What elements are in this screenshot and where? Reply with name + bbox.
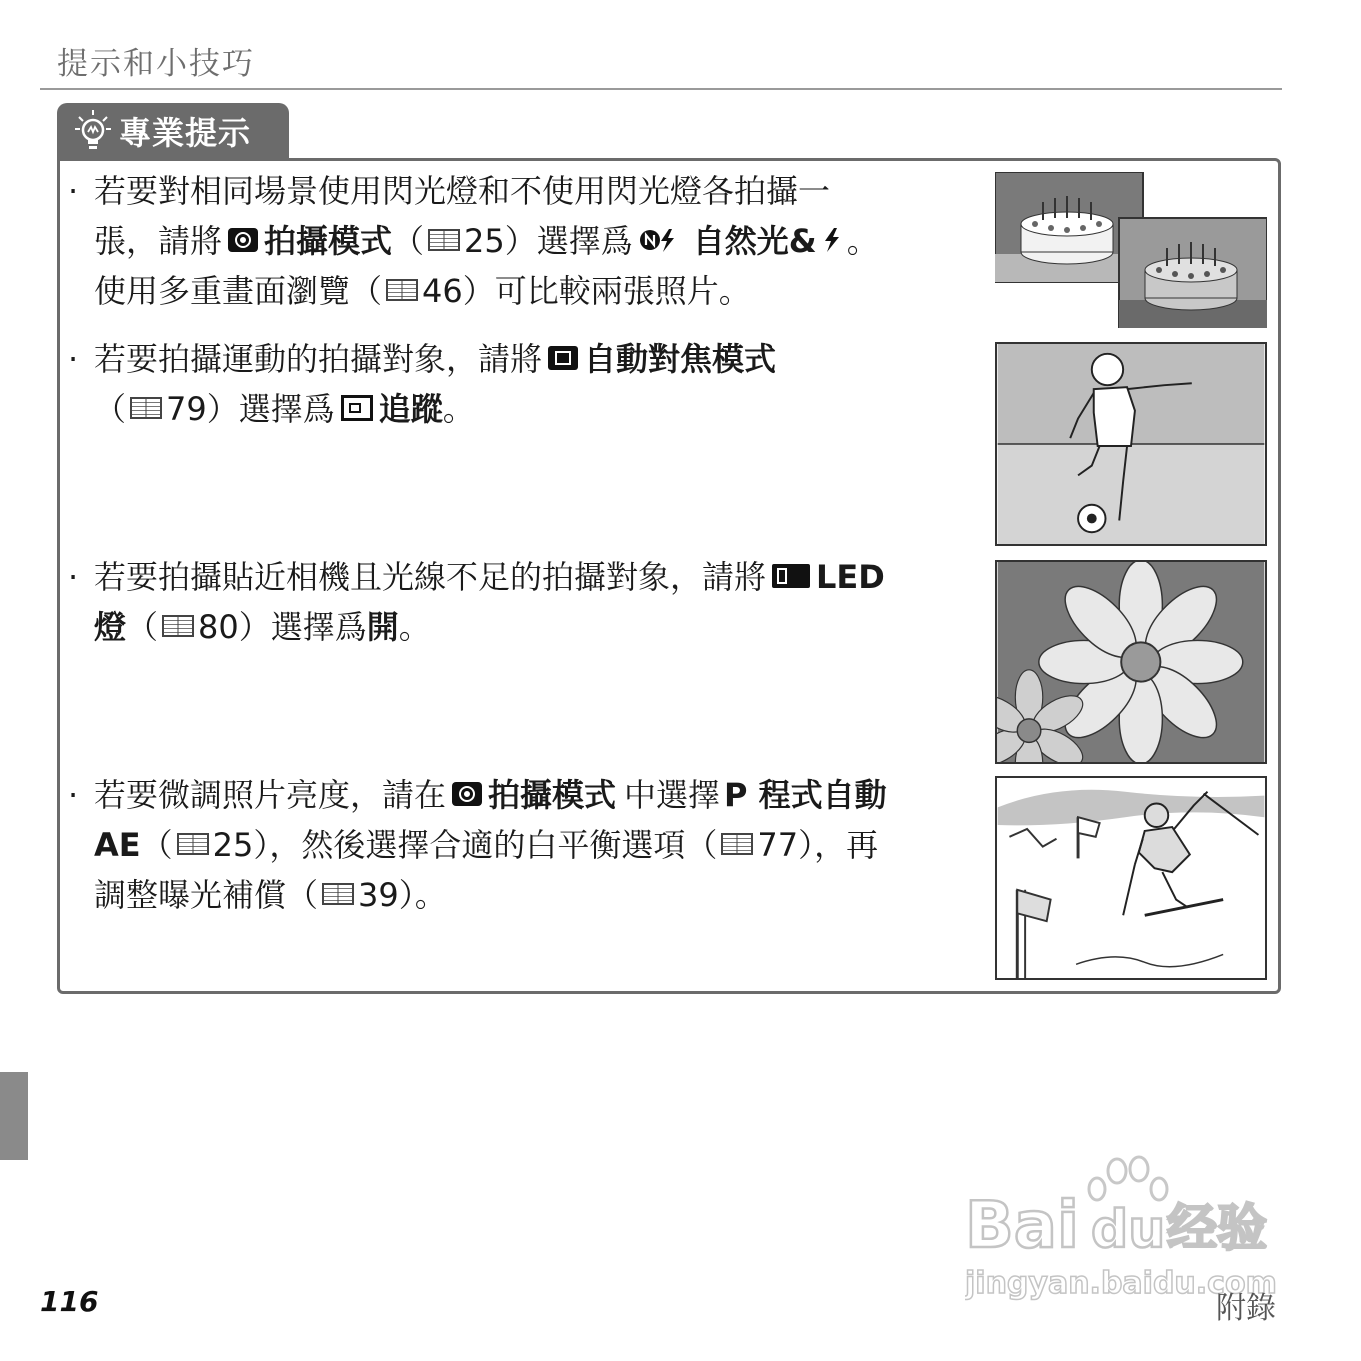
book-reference-icon [721,833,753,855]
soccer-illustration [995,342,1267,546]
bullet: · [68,172,79,210]
no-flash-icon [639,227,687,253]
tip-line [58,770,948,820]
af-mode-icon [548,346,578,370]
tip-line [58,870,948,920]
tip-line [58,166,948,216]
tracking-icon [341,395,373,421]
flash-icon [823,227,841,253]
tip-brightness [58,770,948,920]
program-ae-label-cont: AE [94,826,141,864]
tip-flash-comparison [58,166,948,316]
tip-text: 調整曝光補償（ [94,876,319,914]
tip-text: 。 [846,222,879,260]
chapter-side-tab [0,1072,28,1160]
tip-text: 39）。 [358,876,447,914]
tip-led-light [58,552,948,652]
pro-tips-tab [57,103,289,159]
tip-text: 。 [398,608,431,646]
tip-line [58,216,948,266]
bullet: · [68,776,79,814]
bullet: · [68,558,79,596]
natural-light-flash-label: 自然光& [692,222,817,260]
tip-text: 張，請將 [94,222,223,260]
bullet: · [68,340,79,378]
skier-illustration [995,776,1267,980]
tip-text: 若要拍攝貼近相機且光線不足的拍攝對象，請將 [94,558,767,596]
flower-illustration [995,560,1267,764]
camera-icon [452,782,482,806]
tip-text: 46）可比較兩張照片。 [422,272,751,310]
tip-text: 若要拍攝運動的拍攝對象，請將 [94,340,543,378]
watermark-domain: jingyan.baidu.com [965,1266,1277,1301]
led-icon [772,564,810,588]
paw-icon [1089,1157,1167,1200]
af-mode-label: 自動對焦模式 [584,340,777,378]
led-label: LED [816,558,885,596]
tip-moving-subject [58,334,948,434]
tip-line [58,602,948,652]
tip-line [58,552,948,602]
led-label-cont: 燈 [94,608,127,646]
watermark-brand-du: du [1091,1200,1166,1260]
program-ae-label: P 程式自動 [724,776,887,814]
tip-line [58,266,948,316]
tip-text: 77），再 [757,826,879,864]
book-reference-icon [162,615,194,637]
camera-icon [228,228,258,252]
shooting-mode-label: 拍攝模式 [264,222,393,260]
tip-text: （ [94,390,127,428]
tip-text: （ [126,608,159,646]
tip-text: 若要微調照片亮度，請在 [94,776,447,814]
tip-text: （ [140,826,173,864]
tip-text: （ [392,222,425,260]
shooting-mode-label: 拍攝模式 [488,776,617,814]
header-divider [40,88,1282,90]
book-reference-icon [130,397,162,419]
watermark-brand-latin: Bai [965,1189,1079,1263]
tip-text: 使用多重畫面瀏覽（ [94,272,383,310]
tip-text: 79）選擇爲 [166,390,335,428]
tip-text: 。 [442,390,475,428]
page-number: 116 [40,1285,99,1318]
tip-line [58,334,948,384]
tip-text: 25），然後選擇合適的白平衡選項（ [212,826,718,864]
book-reference-icon [177,833,209,855]
tip-text: 中選擇 [624,776,721,814]
lightbulb-icon [75,109,111,153]
cake-illustration [995,172,1267,328]
tip-line [58,384,948,434]
book-reference-icon [386,279,418,301]
flower-icon [1039,560,1243,764]
tracking-label: 追蹤 [378,390,443,428]
book-reference-icon [322,883,354,905]
watermark-brand-cn: 经验 [1167,1199,1267,1257]
tip-text: 若要對相同場景使用閃光燈和不使用閃光燈各拍攝一 [94,172,831,210]
tip-text: 25）選擇爲 [464,222,633,260]
section-title: 提示和小技巧 [57,46,255,82]
tip-text: 80）選擇爲 [198,608,367,646]
chapter-label: 附錄 [1216,1291,1276,1326]
tip-line [58,820,948,870]
book-reference-icon [428,229,460,251]
tab-label: 專業提示 [119,114,252,152]
on-label: 開 [366,608,399,646]
